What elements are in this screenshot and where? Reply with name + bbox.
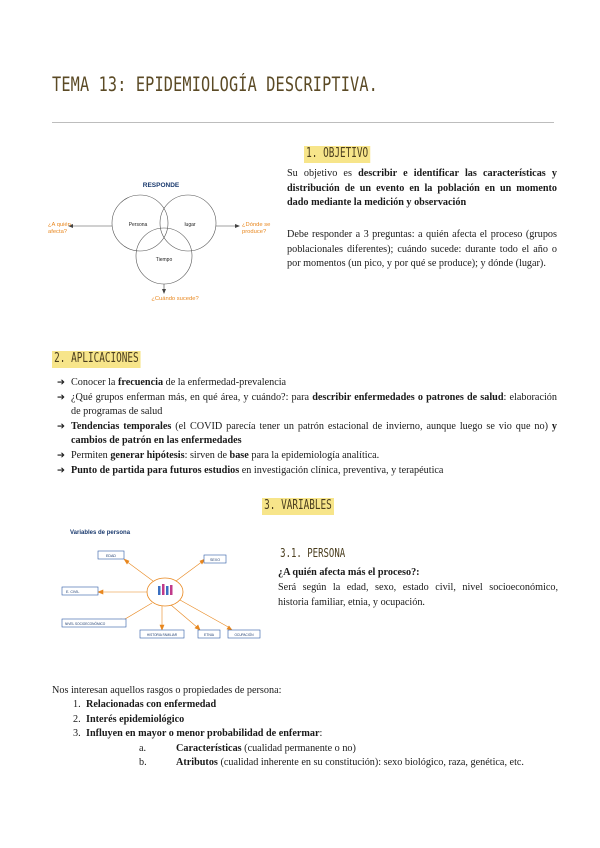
- box-ocupacion: OCUPACIÓN: [234, 633, 254, 637]
- arrow-icon: ➔: [57, 377, 65, 388]
- objetivo-p1-prefix: Su objetivo es: [287, 168, 359, 179]
- section-persona-heading: 3.1. PERSONA: [280, 545, 346, 560]
- persona-rasgos-list: [68, 698, 558, 771]
- box-civil: E. CIVIL: [66, 590, 80, 594]
- list-item: ➔ Tendencias temporales (el COVID parecía tener un patrón estacional de invierno, aunque luego se vio que no) y cambios de patrón en las enfermedades: [57, 420, 558, 447]
- persona-intro: Nos interesan aquellos rasgos o propiedades de persona:: [52, 685, 282, 696]
- title-divider: [52, 122, 554, 123]
- label-tiempo: Tiempo: [155, 257, 173, 263]
- box-historia: HISTORIA FAMILIAR: [146, 633, 178, 637]
- list-item: a. Características (cualidad permanente o no): [139, 742, 356, 754]
- label-persona: Persona: [128, 222, 148, 228]
- list-item: ➔ ¿Qué grupos enferman más, en qué área, y cuándo?: para describir enfermedades o patrones de salud: elaboración de programas de salud: [57, 391, 557, 418]
- persona-sublist: [86, 742, 558, 771]
- label-lugar: lugar: [184, 222, 196, 228]
- arrow-icon: ➔: [57, 449, 65, 461]
- section-variables-heading: 3. VARIABLES: [262, 498, 334, 515]
- label-donde-1: ¿Dónde se: [242, 222, 271, 228]
- list-item: 3. Influyen en mayor o menor probabilidad de enfermar: a. Características (cualidad permanente o no) b. Atributos (cualidad inherente en su constitución): sexo biológico, raza, genética, etc.: [68, 727, 558, 771]
- arrow-icon: ➔: [57, 391, 65, 403]
- list-item: b. Atributos (cualidad inherente en su constitución): sexo biológico, raza, genética, etc.: [139, 757, 524, 769]
- label-cuando: ¿Cuándo sucede?: [151, 296, 199, 302]
- label-a-quien-2: afecta?: [48, 229, 68, 235]
- label-donde-2: produce?: [242, 229, 267, 235]
- responde-diagram: [40, 176, 280, 306]
- label-a-quien-1: ¿A quién: [48, 222, 71, 228]
- list-item: ➔ Permiten generar hipótesis: sirven de base para la epidemiología analítica.: [57, 449, 557, 464]
- list-item: ➔ Punto de partida para futuros estudios en investigación clínica, preventiva, y terapéutica: [57, 464, 557, 479]
- section-objetivo-heading: 1. OBJETIVO: [304, 146, 370, 163]
- page-title: TEMA 13: EPIDEMIOLOGÍA DESCRIPTIVA.: [52, 73, 378, 96]
- objetivo-p1-bold: describir e identificar las características y distribución de un evento en la población en un momento dado mediante la medición y observación: [287, 168, 557, 209]
- center-figure: [147, 578, 183, 606]
- arrow-icon: ➔: [57, 464, 65, 476]
- objetivo-paragraph-1: [287, 167, 557, 211]
- box-edad: EDAD: [106, 554, 116, 558]
- persona-answer: Será según la edad, sexo, estado civil, nivel socioeconómico, historia familiar, etnia, y ocupación.: [278, 582, 558, 608]
- box-nivel: NIVEL SOCIOECONÓMICO: [65, 622, 106, 626]
- persona-question: ¿A quién afecta más el proceso?:: [278, 567, 420, 578]
- arrow-icon: ➔: [57, 420, 65, 432]
- box-etnia: ETNIA: [204, 633, 214, 637]
- list-item: 2. Interés epidemiológico: [73, 713, 185, 725]
- list-item: ➔ Conocer la frecuencia de la enfermedad-prevalencia: [57, 376, 557, 391]
- variables-persona-diagram: [58, 524, 278, 644]
- circle-tiempo: [136, 228, 192, 284]
- box-sexo: SEXO: [210, 558, 220, 562]
- diagram-title: RESPONDE: [142, 182, 180, 189]
- list-item: 1. Relacionadas con enfermedad: [73, 699, 217, 710]
- objetivo-paragraph-2: Debe responder a 3 preguntas: a quién afecta el proceso (grupos poblacionales diferentes); cuándo sucede: durante todo el año o por momentos (un pico, y por qué se produce); y dónde (lugar).: [287, 229, 557, 270]
- variables-diagram-title: Variables de persona: [70, 530, 131, 536]
- aplicaciones-list: [57, 376, 557, 478]
- section-aplicaciones-heading: 2. APLICACIONES: [52, 351, 141, 368]
